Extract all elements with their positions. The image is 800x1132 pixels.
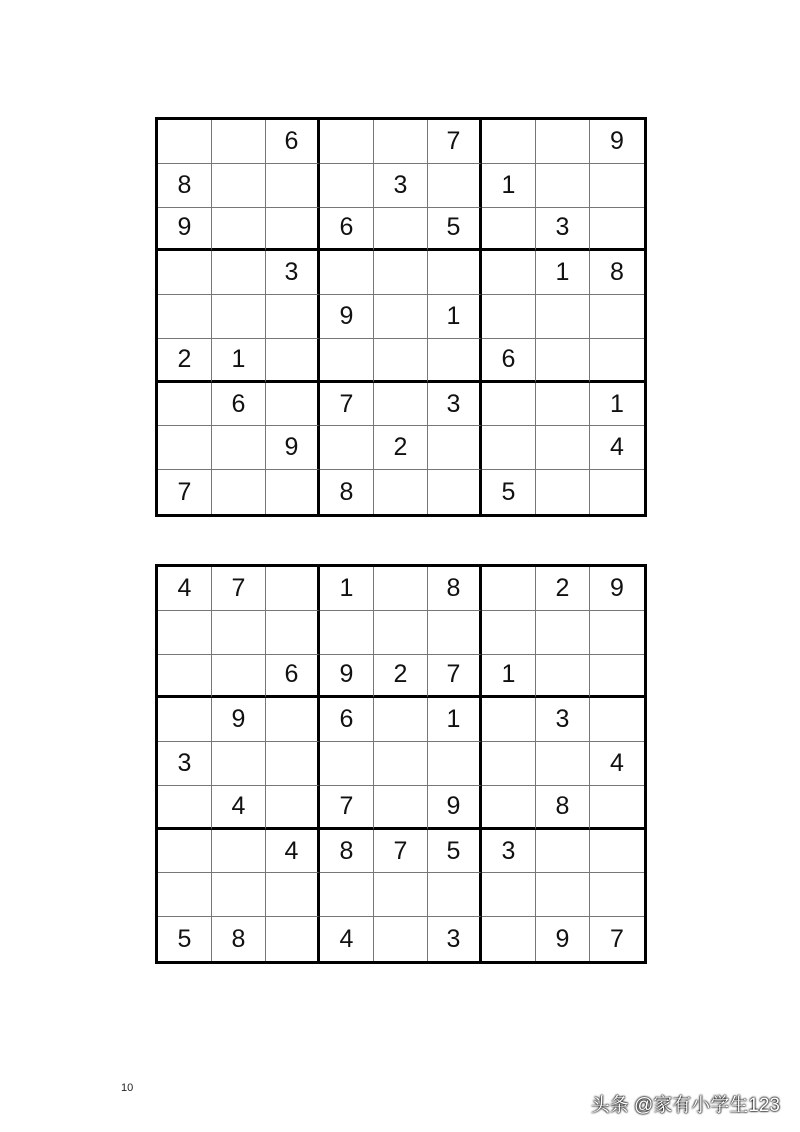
sudoku-cell [374,470,428,514]
sudoku-cell [482,208,536,252]
sudoku-cell [374,873,428,917]
sudoku-cell [536,164,590,208]
sudoku-cell: 9 [212,698,266,742]
sudoku-cell [320,426,374,470]
sudoku-cell: 9 [536,917,590,961]
sudoku-cell: 9 [320,295,374,339]
sudoku-cell [266,698,320,742]
sudoku-cell: 1 [482,655,536,699]
sudoku-cell: 3 [158,742,212,786]
sudoku-cell: 2 [374,655,428,699]
sudoku-cell: 9 [590,120,644,164]
sudoku-cell: 7 [212,567,266,611]
sudoku-cell: 5 [428,208,482,252]
sudoku-grid-2 [155,564,647,964]
sudoku-cell [590,295,644,339]
sudoku-cell [536,611,590,655]
page-number: 10 [121,1082,134,1094]
sudoku-cell: 9 [320,655,374,699]
sudoku-cell: 8 [590,251,644,295]
sudoku-cell: 3 [482,830,536,874]
sudoku-cell [158,830,212,874]
sudoku-cell [482,120,536,164]
sudoku-cell: 3 [266,251,320,295]
sudoku-cell: 9 [266,426,320,470]
sudoku-cell [374,251,428,295]
sudoku-cell [536,470,590,514]
sudoku-cell: 7 [320,786,374,830]
sudoku-cell [590,655,644,699]
sudoku-cell [320,164,374,208]
sudoku-cell [536,742,590,786]
sudoku-cell [158,120,212,164]
sudoku-cell [482,295,536,339]
sudoku-cell [212,830,266,874]
sudoku-cell [590,470,644,514]
sudoku-cell: 9 [158,208,212,252]
sudoku-cell: 6 [266,655,320,699]
sudoku-cell [212,470,266,514]
sudoku-cell [536,873,590,917]
sudoku-cell: 1 [320,567,374,611]
sudoku-cell [212,611,266,655]
sudoku-cell: 7 [320,383,374,427]
sudoku-cell: 6 [212,383,266,427]
sudoku-cell [428,251,482,295]
sudoku-cell [374,742,428,786]
sudoku-cell [158,873,212,917]
sudoku-cell [212,120,266,164]
sudoku-cell [590,830,644,874]
sudoku-cell [212,655,266,699]
sudoku-cell [266,567,320,611]
sudoku-cell [266,383,320,427]
sudoku-cell: 1 [428,698,482,742]
sudoku-cell: 4 [320,917,374,961]
sudoku-cell: 7 [428,120,482,164]
sudoku-cell: 1 [212,339,266,383]
sudoku-cell [428,470,482,514]
sudoku-cell [482,742,536,786]
sudoku-cell [482,873,536,917]
sudoku-cell [212,295,266,339]
sudoku-cell: 1 [536,251,590,295]
sudoku-cell [320,611,374,655]
sudoku-cell [212,208,266,252]
sudoku-cell: 8 [320,830,374,874]
sudoku-cell [374,786,428,830]
sudoku-cell [158,383,212,427]
sudoku-cell [266,295,320,339]
sudoku-cell [374,611,428,655]
sudoku-cell [266,742,320,786]
sudoku-cell [158,698,212,742]
sudoku-cell: 3 [374,164,428,208]
sudoku-cell [590,208,644,252]
sudoku-cell [212,164,266,208]
sudoku-cell [536,120,590,164]
sudoku-cell [266,917,320,961]
sudoku-cell [536,295,590,339]
sudoku-cell: 8 [428,567,482,611]
sudoku-cell [374,339,428,383]
sudoku-cell [266,470,320,514]
sudoku-cell [482,426,536,470]
sudoku-cell: 6 [266,120,320,164]
sudoku-cell: 6 [320,698,374,742]
sudoku-cell [374,567,428,611]
sudoku-cell: 2 [374,426,428,470]
sudoku-cell: 3 [428,917,482,961]
sudoku-cell: 5 [428,830,482,874]
sudoku-cell [158,295,212,339]
sudoku-cell [482,698,536,742]
sudoku-cell [428,426,482,470]
sudoku-cell: 6 [482,339,536,383]
sudoku-cell: 8 [536,786,590,830]
sudoku-cell: 4 [590,426,644,470]
sudoku-cell [482,611,536,655]
sudoku-cell: 3 [536,698,590,742]
sudoku-cell: 8 [212,917,266,961]
sudoku-cell [212,873,266,917]
sudoku-cell: 7 [374,830,428,874]
sudoku-cell: 8 [320,470,374,514]
sudoku-cell [428,611,482,655]
sudoku-cell [536,339,590,383]
sudoku-cell [212,426,266,470]
sudoku-cell [374,383,428,427]
sudoku-cell [266,873,320,917]
sudoku-cell [374,208,428,252]
watermark-text: 头条 @家有小学生123 [590,1095,780,1116]
sudoku-cell [374,120,428,164]
sudoku-cell [212,742,266,786]
sudoku-cell [482,786,536,830]
sudoku-cell: 3 [428,383,482,427]
sudoku-cell [158,611,212,655]
sudoku-cell [590,164,644,208]
sudoku-cell [158,426,212,470]
sudoku-cell [320,873,374,917]
sudoku-cell: 1 [482,164,536,208]
sudoku-cell [590,698,644,742]
sudoku-cell: 2 [158,339,212,383]
sudoku-cell [482,567,536,611]
sudoku-cell [482,251,536,295]
sudoku-cell [320,742,374,786]
sudoku-cell [320,120,374,164]
sudoku-cell [590,339,644,383]
sudoku-cell: 8 [158,164,212,208]
sudoku-cell [536,655,590,699]
sudoku-cell [536,383,590,427]
sudoku-cell [536,830,590,874]
sudoku-cell [158,786,212,830]
sudoku-cell [158,655,212,699]
sudoku-cell: 7 [428,655,482,699]
sudoku-cell: 4 [212,786,266,830]
sudoku-cell [320,251,374,295]
sudoku-cell [482,383,536,427]
sudoku-grid-1 [155,117,647,517]
sudoku-cell [428,164,482,208]
sudoku-cell [536,426,590,470]
sudoku-cell [266,611,320,655]
sudoku-cell [590,786,644,830]
sudoku-cell [266,786,320,830]
sudoku-cell: 9 [590,567,644,611]
sudoku-cell: 4 [266,830,320,874]
sudoku-cell [320,339,374,383]
sudoku-cell: 1 [428,295,482,339]
sudoku-cell: 2 [536,567,590,611]
sudoku-cell: 5 [482,470,536,514]
sudoku-cell [590,611,644,655]
sudoku-cell: 1 [590,383,644,427]
sudoku-cell [590,873,644,917]
sudoku-cell [374,295,428,339]
sudoku-cell [266,208,320,252]
sudoku-cell: 7 [610,924,624,953]
sudoku-cell [158,251,212,295]
sudoku-cell: 6 [320,208,374,252]
sudoku-cell [428,742,482,786]
sudoku-cell: 4 [158,567,212,611]
sudoku-cell [374,698,428,742]
sudoku-cell [374,917,428,961]
sudoku-cell: 5 [158,917,212,961]
sudoku-cell [266,164,320,208]
sudoku-cell [266,339,320,383]
sudoku-cell [428,873,482,917]
sudoku-cell: 7 [158,470,212,514]
sudoku-cell [212,251,266,295]
sudoku-cell: 3 [536,208,590,252]
sudoku-cell: 4 [590,742,644,786]
sudoku-cell: 9 [428,786,482,830]
sudoku-cell [482,917,536,961]
sudoku-cell [428,339,482,383]
